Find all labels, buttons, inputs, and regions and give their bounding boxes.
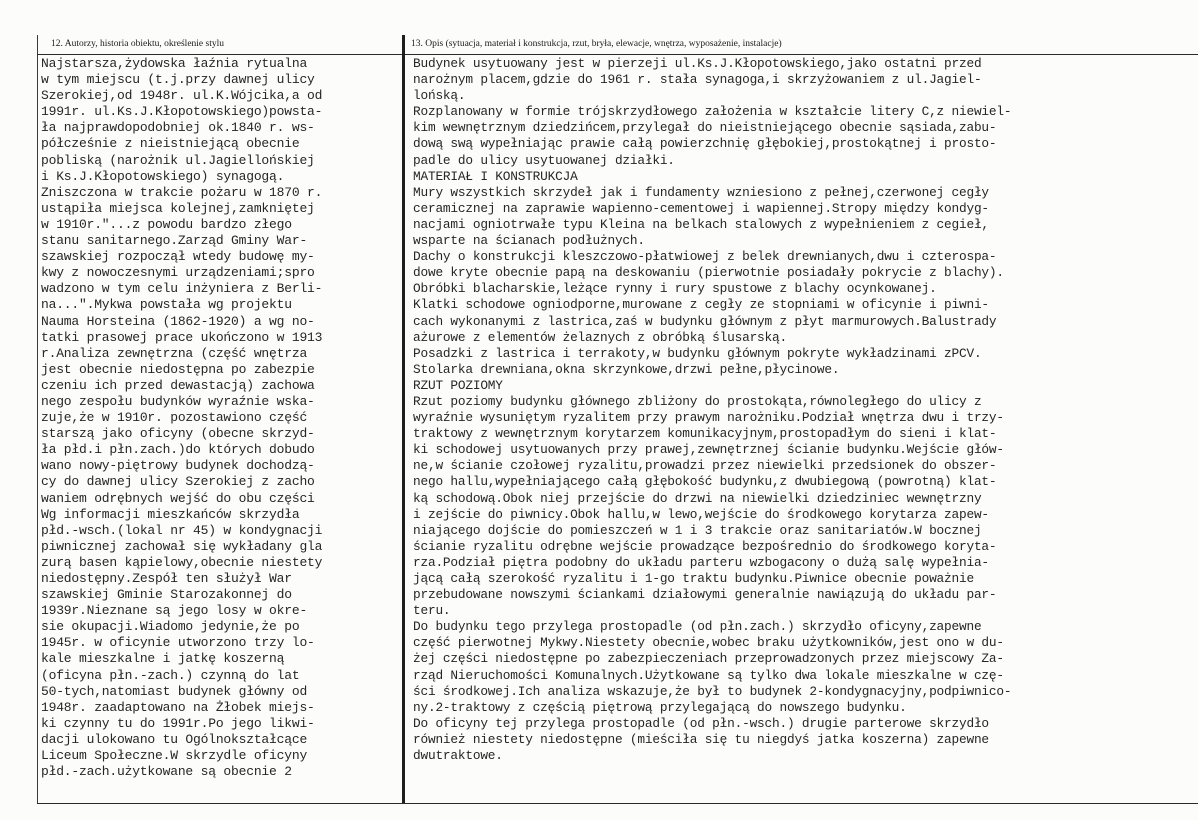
description-text-line: dowe kryte obecnie papą na deskowaniu (pierwotnie posiadały pokrycie z blachy). <box>413 265 1004 281</box>
description-text-line: Posadzki z lastrica i terrakoty,w budynku głównym pokryte wykładzinami zPCV. <box>413 345 982 361</box>
description-text-line: ceramicznej na zaprawie wapienno-cementowej i wapiennej.Stropy między kondyg- <box>413 200 989 216</box>
history-text-column <box>41 56 401 780</box>
history-text-line: cy do dawnej ulicy Szerokiej z zacho <box>41 474 315 490</box>
description-text-line: jącą całą szerokość ryzalitu i 1-go traktu budynku.Piwnice obecnie poważnie <box>413 571 974 586</box>
history-text-line: waniem odrębnych wejść do obu części <box>41 490 315 506</box>
description-text-line: część pierwotnej Mykwy.Niestety obecnie,wobec braku użytkowników,jest ono w du- <box>413 635 1004 651</box>
history-text-line: r.Analiza zewnętrzna (część wnętrza <box>41 345 308 361</box>
description-text-line: Do budynku tego przylega prostopadle (od płn.zach.) skrzydło oficyny,zapewne <box>413 619 982 635</box>
history-text-line: sie okupacji.Wiadomo jedynie,że po <box>41 619 300 635</box>
description-text-line: wyraźnie wysuniętym ryzalitem przy prawym narożniku.Podział wnętrza dwu i trzy- <box>413 410 1004 426</box>
description-text-line: cach wykonanymi z lastrica,zaś w budynku głównym z płyt marmurowych.Balustrady <box>413 313 997 329</box>
history-text-line: Zniszczona w trakcie pożaru w 1870 r. <box>41 184 323 200</box>
description-text-line: wsparte na ścianach podłużnych. <box>413 233 645 249</box>
section-13-heading: 13. Opis (sytuacja, materiał i konstrukcja, rzut, bryła, elewacje, wnętrza, wyposażenie, instalacje) <box>411 39 782 49</box>
history-text-line: 1991r. ul.Ks.J.Kłopotowskiego)powsta- <box>41 104 323 120</box>
history-text-line: kale mieszkalne i jatkę koszerną <box>41 651 285 667</box>
history-text-line: starszą jako oficyny (obecne skrzyd- <box>41 426 315 442</box>
description-text-column <box>413 56 1195 764</box>
description-text-line: rząd Nieruchomości Komunalnych.Użytkowane są tylko dwa lokale mieszkalne w czę- <box>413 667 1004 683</box>
description-text-line: i zejście do piwnicy.Obok hallu,w lewo,wejście do środkowego korytarza zapew- <box>413 506 989 522</box>
header-rule <box>37 54 1198 55</box>
description-text-line: Do oficyny tej przylega prostopadle (od płn.-wsch.) drugie parterowe skrzydło <box>413 715 989 731</box>
section-12-heading: 12. Autorzy, historia obiektu, określenie stylu <box>51 39 224 49</box>
history-text-line: czeniu ich przed dewastacją) zachowa <box>41 377 315 393</box>
history-text-line: stanu sanitarnego.Zarząd Gminy War- <box>41 233 308 249</box>
description-text-line: rza.Podział piętra podobny do układu parteru wzbogacony o dużą salę wypełnia- <box>413 554 989 570</box>
description-text-line: ki schodowej usytuowanych przy prawej,zewnętrznej ścianie budynku.Wejście głów- <box>413 442 1004 458</box>
history-text-line: Wg informacji mieszkańców skrzydła <box>41 506 300 522</box>
description-text-line: kim wewnętrznym dziedzińcem,przylegał do nieistniejącego obecnie sąsiada,zabu- <box>413 120 997 136</box>
history-text-line: ła najprawdopodobniej ok.1840 r. ws- <box>41 120 315 136</box>
description-text-line: dową swą wypełniając prawie całą powierzchnię głębokiej,prostokątnej i prosto- <box>413 136 997 152</box>
history-text-line: Nauma Horsteina (1862-1920) a wg no- <box>41 313 315 329</box>
description-text-line: Rozplanowany w formie trójskrzydłowego założenia w kształcie litery C,z niewiel- <box>413 104 1012 120</box>
history-text-line: wano nowy-piętrowy budynek dochodzą- <box>41 458 315 474</box>
description-text-line: RZUT POZIOMY <box>413 377 503 393</box>
history-text-line: jest obecnie niedostępna po zabezpie <box>41 361 315 377</box>
description-text-line: nego hallu,wypełniającego całą głębokość budynku,z dwubiegową (powrotną) klat- <box>413 474 997 490</box>
history-text-line: szawskiej rozpoczął wtedy budowę my- <box>41 249 315 265</box>
history-text-line: (oficyna płn.-zach.) czynną do lat <box>41 667 300 683</box>
description-text-line: narożnym placem,gdzie do 1961 r. stała synagoga,i skrzyżowaniem z ul.Jagiel- <box>413 72 982 88</box>
history-text-line: płd.-wsch.(lokal nr 45) w kondygnacji <box>41 522 323 538</box>
history-text-line: zurą basen kąpielowy,obecnie niestety <box>41 554 323 570</box>
description-text-line: Stolarka drewniana,okna skrzynkowe,drzwi pełne,płycinowe. <box>413 361 840 377</box>
history-text-line: 1939r.Nieznane są jego losy w okre- <box>41 603 308 619</box>
history-text-line: półcześnie z nieistniejącą obecnie <box>41 136 300 152</box>
history-text-line: ustąpiła miejsca kolejnej,zamkniętej <box>41 200 315 216</box>
description-text-line: Dachy o konstrukcji kleszczowo-płatwiowej z belek drewnianych,dwu i czterospa- <box>413 249 997 265</box>
history-text-line: Liceum Społeczne.W skrzydle oficyny <box>41 748 308 764</box>
description-text-line: ką schodową.Obok niej przejście do drzwi na niewielki dziedziniec wewnętrzny <box>413 490 982 506</box>
description-text-line: teru. <box>413 603 451 619</box>
description-text-line: lońską. <box>413 88 466 104</box>
history-text-line: wadzono w tym celu inżyniera z Berli- <box>41 281 323 297</box>
history-text-line: Najstarsza,żydowska łaźnia rytualna <box>41 56 308 71</box>
description-text-line: Rzut poziomy budynku głównego zbliżony do prostokąta,równoległego do ulicy z <box>413 393 982 409</box>
history-text-line: nego zespołu budynków wyraźnie wska- <box>41 393 315 409</box>
description-text-line: Budynek usytuowany jest w pierzeji ul.Ks.J.Kłopotowskiego,jako ostatni przed <box>413 56 982 71</box>
history-text-line: szawskiej Gminie Starozakonnej do <box>41 587 292 603</box>
history-text-line: zuje,że w 1910r. pozostawiono część <box>41 410 308 426</box>
description-text-line: padle do ulicy usytuowanej działki. <box>413 152 675 168</box>
history-text-line: płd.-zach.użytkowane są obecnie 2 <box>41 764 292 780</box>
description-text-line: przebudowane nowszymi ściankami działowymi generalnie nawiązują do układu par- <box>413 587 997 603</box>
history-text-line: 50-tych,natomiast budynek główny od <box>41 683 308 699</box>
description-text-line: ne,w ścianie czołowej ryzalitu,prowadzi przez niewielki przedsionek do obszer- <box>413 458 997 474</box>
description-text-line: Klatki schodowe ogniodporne,murowane z cegły ze stopniami w oficynie i piwni- <box>413 297 989 313</box>
history-text-line: Szerokiej,od 1948r. ul.K.Wójcika,a od <box>41 88 323 104</box>
description-text-line: ścianie ryzalitu odrębne wejście prowadzące bezpośrednio do środkowego koryta- <box>413 538 997 554</box>
description-text-line: ny.2-traktowy z częścią piętrową przylegającą do nowszego budynku. <box>413 699 907 715</box>
description-text-line: MATERIAŁ I KONSTRUKCJA <box>413 168 578 184</box>
history-text-line: piwnicznej zachował się wykładany gla <box>41 538 323 554</box>
history-text-line: ła płd.i płn.zach.)do których dobudo <box>41 442 315 458</box>
history-text-line: w tym miejscu (t.j.przy dawnej ulicy <box>41 72 315 88</box>
column-divider <box>402 35 405 803</box>
history-text-line: na...".Mykwa powstała wg projektu <box>41 297 292 313</box>
history-text-line: w 1910r."...z powodu bardzo złego <box>41 216 292 232</box>
description-text-line: żej części niedostępne po zabezpieczeniach przeprowadzonych przez miejscowy Za- <box>413 651 1004 667</box>
history-text-line: ki czynny tu do 1991r.Po jego likwi- <box>41 715 315 731</box>
description-text-line: ażurowe z elementów żelaznych z obróbką ślusarską. <box>413 329 787 345</box>
description-text-line: Mury wszystkich skrzydeł jak i fundamenty wzniesiono z pełnej,czerwonej cegły <box>413 184 989 200</box>
history-text-line: 1948r. zaadaptowano na Żłobek miejs- <box>41 699 315 715</box>
history-text-line: pobliską (narożnik ul.Jagiellońskiej <box>41 152 315 168</box>
description-text-line: niającego dojście do pomieszczeń w 1 i 3 trakcie oraz sanitariatów.W bocznej <box>413 522 982 538</box>
description-text-line: Obróbki blacharskie,leżące rynny i rury spustowe z blachy ocynkowanej. <box>413 281 937 297</box>
footer-rule <box>37 803 1198 804</box>
history-text-line: 1945r. w oficynie utworzono trzy lo- <box>41 635 315 651</box>
history-text-line: i Ks.J.Kłopotowskiego) synagogą. <box>41 168 285 184</box>
description-text-line: traktowy z wewnętrznym korytarzem komunikacyjnym,prostopadłym do sieni i klat- <box>413 426 997 442</box>
description-text-line: nacjami ogniotrwałe typu Kleina na belkach stalowych z wypełnieniem z cegieł, <box>413 216 989 232</box>
description-text-line: również niestety niedostępne (mieściła się tu niegdyś jatka koszerna) zapewne <box>413 731 989 747</box>
history-text-line: tatki prasowej prace ukończono w 1913 <box>41 329 323 345</box>
history-text-line: kwy z nowoczesnymi urządzeniami;spro <box>41 265 315 281</box>
history-text-line: niedostępny.Zespół ten służył War <box>41 571 292 586</box>
description-text-line: dwutraktowe. <box>413 748 503 764</box>
description-text-line: ści środkowej.Ich analiza wskazuje,że był to budynek 2-kondygnacyjny,podpiwnico- <box>413 683 1012 699</box>
history-text-line: dacji ulokowano tu Ogólnokształcące <box>41 731 308 747</box>
